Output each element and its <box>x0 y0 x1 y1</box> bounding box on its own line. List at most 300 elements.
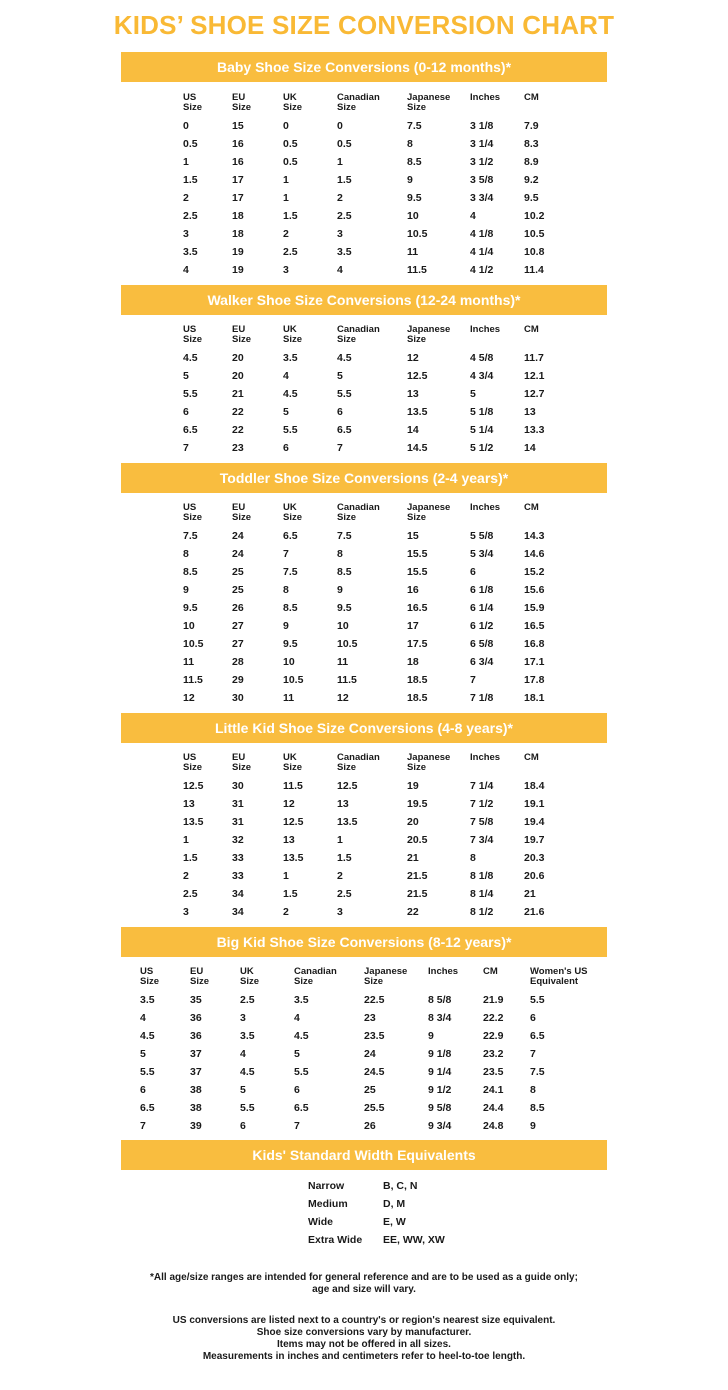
table-cell: 24 <box>232 530 244 542</box>
table-cell: 24.5 <box>364 1066 385 1078</box>
table-cell: 5.5 <box>283 424 298 436</box>
table-cell: 8 <box>337 548 343 560</box>
table-cell: 5 5/8 <box>470 530 494 542</box>
column-header-line: Women's US <box>530 966 588 977</box>
column-header <box>232 93 251 113</box>
column-header <box>530 967 588 987</box>
table-cell: 4 <box>294 1012 300 1024</box>
table-cell: 3 3/4 <box>470 192 494 204</box>
table-cell: 37 <box>190 1048 202 1060</box>
column-header-line: Canadian <box>337 92 380 103</box>
column-header <box>283 503 302 523</box>
column-header <box>337 753 380 773</box>
table-cell: 5.5 <box>337 388 352 400</box>
column-header <box>183 503 202 523</box>
column-header-line: US <box>183 324 197 335</box>
table-cell: 5 1/2 <box>470 442 494 454</box>
table-cell: 17.1 <box>524 656 545 668</box>
table-cell: 9 <box>428 1030 434 1042</box>
column-header-line: US <box>140 966 154 977</box>
column-header <box>183 753 202 773</box>
width-codes: D, M <box>383 1198 406 1210</box>
table-cell: 7 <box>337 442 343 454</box>
table-cell: 32 <box>232 834 244 846</box>
table-cell: 7 1/8 <box>470 692 494 704</box>
table-cell: 22.2 <box>483 1012 504 1024</box>
table-cell: 21.5 <box>407 888 428 900</box>
column-header-line: Japanese <box>407 324 451 335</box>
table-cell: 16.5 <box>407 602 428 614</box>
table-cell: 37 <box>190 1066 202 1078</box>
table-cell: 2.5 <box>183 210 198 222</box>
column-header-line: Inches <box>470 502 501 513</box>
table-cell: 4 5/8 <box>470 352 494 364</box>
section-heading: Walker Shoe Size Conversions (12-24 months)* <box>121 285 607 315</box>
table-cell: 9.5 <box>183 602 198 614</box>
column-header <box>524 325 539 335</box>
table-cell: 34 <box>232 888 244 900</box>
column-header <box>364 967 407 987</box>
table-cell: 10 <box>183 620 195 632</box>
table-cell: 15 <box>407 530 419 542</box>
table-cell: 20.3 <box>524 852 545 864</box>
table-cell: 7 <box>183 442 189 454</box>
table-cell: 7.5 <box>407 120 422 132</box>
table-cell: 18.5 <box>407 692 428 704</box>
column-header-line: Canadian <box>294 966 337 977</box>
table-cell: 21.9 <box>483 994 504 1006</box>
footnote-line: age and size will vary. <box>312 1284 416 1295</box>
section-heading: Baby Shoe Size Conversions (0-12 months)* <box>121 52 607 82</box>
table-cell: 1.5 <box>337 174 352 186</box>
column-header-line: Size <box>407 102 427 113</box>
table-cell: 6.5 <box>140 1102 155 1114</box>
column-header-line: CM <box>524 324 539 335</box>
column-header <box>407 325 450 345</box>
table-cell: 12 <box>407 352 419 364</box>
table-cell: 31 <box>232 798 244 810</box>
table-cell: 33 <box>232 852 244 864</box>
table-cell: 6 <box>470 566 476 578</box>
table-cell: 9.5 <box>283 638 298 650</box>
footnote-line: Measurements in inches and centimeters refer to heel-to-toe length. <box>202 1351 526 1362</box>
column-header-line: Canadian <box>337 502 380 513</box>
column-header-line: Size <box>232 512 252 523</box>
table-cell: 4.5 <box>337 352 352 364</box>
column-header-line: Size <box>232 762 252 773</box>
footnote-line: Shoe size conversions vary by manufacturer. <box>256 1327 472 1338</box>
table-cell: 8 <box>183 548 189 560</box>
table-cell: 9 1/2 <box>428 1084 452 1096</box>
table-cell: 3 <box>337 228 343 240</box>
table-cell: 16.8 <box>524 638 545 650</box>
column-header-line: Size <box>337 762 357 773</box>
table-cell: 3 <box>183 906 189 918</box>
column-header-line: CM <box>524 502 539 513</box>
column-header <box>240 967 259 987</box>
table-cell: 15.5 <box>407 566 428 578</box>
table-cell: 3 <box>337 906 343 918</box>
section-heading: Little Kid Shoe Size Conversions (4-8 years)* <box>121 713 607 743</box>
column-header <box>524 93 539 103</box>
table-cell: 6.5 <box>183 424 198 436</box>
table-cell: 5 3/4 <box>470 548 494 560</box>
table-cell: 4 <box>240 1048 246 1060</box>
table-cell: 23.5 <box>364 1030 385 1042</box>
table-cell: 9.5 <box>524 192 539 204</box>
column-header <box>283 93 302 113</box>
table-cell: 21 <box>232 388 244 400</box>
table-cell: 19 <box>407 780 419 792</box>
table-cell: 10 <box>283 656 295 668</box>
table-cell: 4.5 <box>140 1030 155 1042</box>
column-header-line: EU <box>232 752 246 763</box>
table-cell: 6 <box>140 1084 146 1096</box>
table-cell: 7.5 <box>283 566 298 578</box>
column-header-line: Size <box>294 976 314 987</box>
width-name: Wide <box>308 1216 333 1228</box>
table-cell: 4 <box>337 264 343 276</box>
column-header <box>470 93 500 103</box>
table-cell: 15.5 <box>407 548 428 560</box>
column-header-line: Japanese <box>407 92 451 103</box>
column-header-line: Japanese <box>407 752 451 763</box>
table-cell: 4.5 <box>183 352 198 364</box>
column-header-line: CM <box>524 752 539 763</box>
width-name: Medium <box>308 1198 348 1210</box>
table-cell: 7.9 <box>524 120 539 132</box>
table-cell: 7 1/4 <box>470 780 494 792</box>
table-cell: 0.5 <box>183 138 198 150</box>
table-cell: 12.5 <box>283 816 304 828</box>
table-cell: 2.5 <box>240 994 255 1006</box>
table-cell: 6 <box>530 1012 536 1024</box>
column-header-line: Size <box>232 334 252 345</box>
column-header <box>407 93 450 113</box>
table-cell: 9 1/4 <box>428 1066 452 1078</box>
table-cell: 25 <box>364 1084 376 1096</box>
column-header-line: Size <box>283 102 303 113</box>
column-header-line: EU <box>190 966 204 977</box>
table-cell: 13 <box>183 798 195 810</box>
table-cell: 1.5 <box>283 210 298 222</box>
table-cell: 20 <box>232 370 244 382</box>
table-cell: 11.4 <box>524 264 544 276</box>
table-cell: 9 3/4 <box>428 1120 452 1132</box>
table-cell: 5.5 <box>294 1066 309 1078</box>
table-cell: 7 <box>470 674 476 686</box>
width-name: Extra Wide <box>308 1234 363 1246</box>
table-cell: 24.1 <box>483 1084 504 1096</box>
column-header-line: Size <box>407 334 427 345</box>
table-cell: 14 <box>524 442 536 454</box>
table-cell: 22 <box>232 406 244 418</box>
column-header-line: Inches <box>470 752 501 763</box>
table-cell: 16 <box>232 156 244 168</box>
table-cell: 0.5 <box>337 138 352 150</box>
table-cell: 5 <box>183 370 189 382</box>
table-cell: 8.3 <box>524 138 539 150</box>
column-header <box>407 753 450 773</box>
table-cell: 8 1/4 <box>470 888 494 900</box>
table-cell: 33 <box>232 870 244 882</box>
footnote-line: *All age/size ranges are intended for general reference and are to be used as a guide only; <box>150 1272 578 1283</box>
column-header-line: Size <box>337 334 357 345</box>
table-cell: 11 <box>283 692 295 704</box>
table-cell: 16 <box>232 138 244 150</box>
table-cell: 12 <box>283 798 295 810</box>
table-cell: 21.5 <box>407 870 428 882</box>
table-cell: 9 <box>530 1120 536 1132</box>
table-cell: 7 <box>140 1120 146 1132</box>
table-cell: 30 <box>232 692 244 704</box>
column-header-line: US <box>183 92 197 103</box>
table-cell: 20.6 <box>524 870 545 882</box>
table-cell: 1 <box>283 192 289 204</box>
column-header-line: Inches <box>428 966 459 977</box>
table-cell: 5 1/4 <box>470 424 494 436</box>
column-header <box>483 967 498 977</box>
table-cell: 9.5 <box>407 192 422 204</box>
table-cell: 16.5 <box>524 620 545 632</box>
table-cell: 7.5 <box>530 1066 545 1078</box>
column-header <box>294 967 337 987</box>
table-cell: 4 <box>140 1012 146 1024</box>
table-cell: 2 <box>283 906 289 918</box>
table-cell: 13.3 <box>524 424 545 436</box>
table-cell: 29 <box>232 674 244 686</box>
column-header <box>407 503 450 523</box>
table-cell: 6.5 <box>294 1102 309 1114</box>
column-header <box>232 325 251 345</box>
column-header <box>183 325 202 345</box>
table-cell: 1 <box>337 156 343 168</box>
table-cell: 8 <box>283 584 289 596</box>
table-cell: 10 <box>337 620 349 632</box>
table-cell: 5 <box>140 1048 146 1060</box>
table-cell: 9 <box>283 620 289 632</box>
table-cell: 6 <box>183 406 189 418</box>
column-header <box>140 967 159 987</box>
table-cell: 8 1/8 <box>470 870 494 882</box>
table-cell: 10.5 <box>183 638 204 650</box>
table-cell: 18.5 <box>407 674 428 686</box>
table-cell: 0 <box>183 120 189 132</box>
table-cell: 38 <box>190 1102 202 1114</box>
table-cell: 7.5 <box>337 530 352 542</box>
table-cell: 6 <box>337 406 343 418</box>
table-cell: 4.5 <box>240 1066 255 1078</box>
table-cell: 5 1/8 <box>470 406 494 418</box>
column-header-line: Japanese <box>407 502 451 513</box>
table-cell: 4.5 <box>283 388 298 400</box>
table-cell: 5 <box>283 406 289 418</box>
table-cell: 3 1/2 <box>470 156 494 168</box>
table-cell: 8.5 <box>183 566 198 578</box>
table-cell: 1 <box>283 870 289 882</box>
page-title: KIDS’ SHOE SIZE CONVERSION CHART <box>113 10 615 40</box>
column-header-line: UK <box>283 502 297 513</box>
table-cell: 3.5 <box>294 994 309 1006</box>
column-header-line: CM <box>483 966 498 977</box>
table-cell: 24 <box>364 1048 376 1060</box>
table-cell: 20.5 <box>407 834 428 846</box>
table-cell: 27 <box>232 620 244 632</box>
column-header-line: Equivalent <box>530 976 579 987</box>
table-cell: 6 <box>240 1120 246 1132</box>
table-cell: 16 <box>407 584 419 596</box>
column-header-line: Size <box>190 976 210 987</box>
column-header-line: Size <box>283 512 303 523</box>
column-header <box>232 503 251 523</box>
table-cell: 22 <box>407 906 419 918</box>
table-cell: 4 1/8 <box>470 228 494 240</box>
table-cell: 2 <box>337 870 343 882</box>
table-cell: 15.6 <box>524 584 545 596</box>
column-header-line: CM <box>524 92 539 103</box>
table-cell: 2.5 <box>337 210 352 222</box>
table-cell: 17 <box>232 192 244 204</box>
table-cell: 6 5/8 <box>470 638 494 650</box>
table-cell: 1 <box>337 834 343 846</box>
table-cell: 24 <box>232 548 244 560</box>
table-cell: 11.5 <box>337 674 357 686</box>
column-header-line: Japanese <box>364 966 408 977</box>
table-cell: 25.5 <box>364 1102 385 1114</box>
column-header-line: Size <box>232 102 252 113</box>
table-cell: 1.5 <box>337 852 352 864</box>
table-cell: 0.5 <box>283 156 298 168</box>
table-cell: 9 1/8 <box>428 1048 452 1060</box>
column-header <box>470 503 500 513</box>
table-cell: 9 <box>407 174 413 186</box>
table-cell: 12.5 <box>337 780 358 792</box>
table-cell: 17 <box>407 620 419 632</box>
table-cell: 0 <box>337 120 343 132</box>
table-cell: 13 <box>407 388 419 400</box>
table-cell: 2 <box>183 192 189 204</box>
table-cell: 5 <box>294 1048 300 1060</box>
column-header <box>337 503 380 523</box>
table-cell: 7 <box>530 1048 536 1060</box>
table-cell: 3 <box>183 228 189 240</box>
table-cell: 36 <box>190 1030 202 1042</box>
table-cell: 2 <box>337 192 343 204</box>
table-cell: 18.4 <box>524 780 545 792</box>
table-cell: 15.2 <box>524 566 545 578</box>
table-cell: 11 <box>337 656 349 668</box>
table-cell: 26 <box>364 1120 376 1132</box>
column-header <box>524 753 539 763</box>
table-cell: 20 <box>232 352 244 364</box>
table-cell: 4 1/4 <box>470 246 494 258</box>
footnote-line: Items may not be offered in all sizes. <box>277 1339 451 1350</box>
column-header-line: Size <box>183 334 203 345</box>
column-header-line: Size <box>364 976 384 987</box>
table-cell: 5 <box>470 388 476 400</box>
table-cell: 10.5 <box>283 674 304 686</box>
table-cell: 11.7 <box>524 352 544 364</box>
table-cell: 13 <box>337 798 349 810</box>
column-header <box>524 503 539 513</box>
table-cell: 10.5 <box>337 638 358 650</box>
table-cell: 12 <box>183 692 195 704</box>
width-name: Narrow <box>308 1180 345 1192</box>
table-cell: 8.5 <box>283 602 298 614</box>
table-cell: 21 <box>407 852 419 864</box>
table-cell: 1 <box>283 174 289 186</box>
table-cell: 13 <box>283 834 295 846</box>
table-cell: 12 <box>337 692 349 704</box>
table-cell: 0 <box>283 120 289 132</box>
table-cell: 3.5 <box>337 246 352 258</box>
table-cell: 5.5 <box>530 994 545 1006</box>
table-cell: 4 3/4 <box>470 370 494 382</box>
table-cell: 5.5 <box>183 388 198 400</box>
table-cell: 3 <box>240 1012 246 1024</box>
table-cell: 23 <box>232 442 244 454</box>
table-cell: 12.5 <box>407 370 428 382</box>
table-cell: 8 5/8 <box>428 994 452 1006</box>
table-cell: 10 <box>407 210 419 222</box>
table-cell: 8.9 <box>524 156 539 168</box>
table-cell: 5.5 <box>140 1066 155 1078</box>
table-cell: 18 <box>407 656 419 668</box>
table-cell: 21.6 <box>524 906 545 918</box>
column-header-line: Size <box>183 102 203 113</box>
table-cell: 8 <box>530 1084 536 1096</box>
column-header-line: US <box>183 502 197 513</box>
table-cell: 0.5 <box>283 138 298 150</box>
table-cell: 27 <box>232 638 244 650</box>
table-cell: 31 <box>232 816 244 828</box>
table-cell: 11 <box>407 246 419 258</box>
table-cell: 11.5 <box>183 674 203 686</box>
table-cell: 8 <box>407 138 413 150</box>
table-cell: 15.9 <box>524 602 545 614</box>
table-cell: 7 1/2 <box>470 798 494 810</box>
table-cell: 25 <box>232 566 244 578</box>
table-cell: 23.2 <box>483 1048 504 1060</box>
table-cell: 3.5 <box>140 994 155 1006</box>
table-cell: 6 <box>294 1084 300 1096</box>
column-header-line: US <box>183 752 197 763</box>
column-header <box>283 325 302 345</box>
column-header-line: EU <box>232 502 246 513</box>
column-header <box>470 753 500 763</box>
column-header <box>337 325 380 345</box>
table-cell: 17.5 <box>407 638 428 650</box>
table-cell: 2.5 <box>337 888 352 900</box>
table-cell: 6 1/4 <box>470 602 494 614</box>
column-header <box>470 325 500 335</box>
table-cell: 22.5 <box>364 994 385 1006</box>
column-header-line: UK <box>283 92 297 103</box>
table-cell: 6 1/2 <box>470 620 494 632</box>
column-header-line: Size <box>240 976 260 987</box>
table-cell: 13.5 <box>283 852 304 864</box>
table-cell: 2.5 <box>183 888 198 900</box>
table-cell: 25 <box>232 584 244 596</box>
table-cell: 23 <box>364 1012 376 1024</box>
column-header-line: UK <box>283 324 297 335</box>
column-header-line: Size <box>283 334 303 345</box>
table-cell: 18.1 <box>524 692 545 704</box>
table-cell: 6.5 <box>337 424 352 436</box>
table-cell: 1.5 <box>183 852 198 864</box>
table-cell: 14.3 <box>524 530 545 542</box>
table-cell: 35 <box>190 994 202 1006</box>
